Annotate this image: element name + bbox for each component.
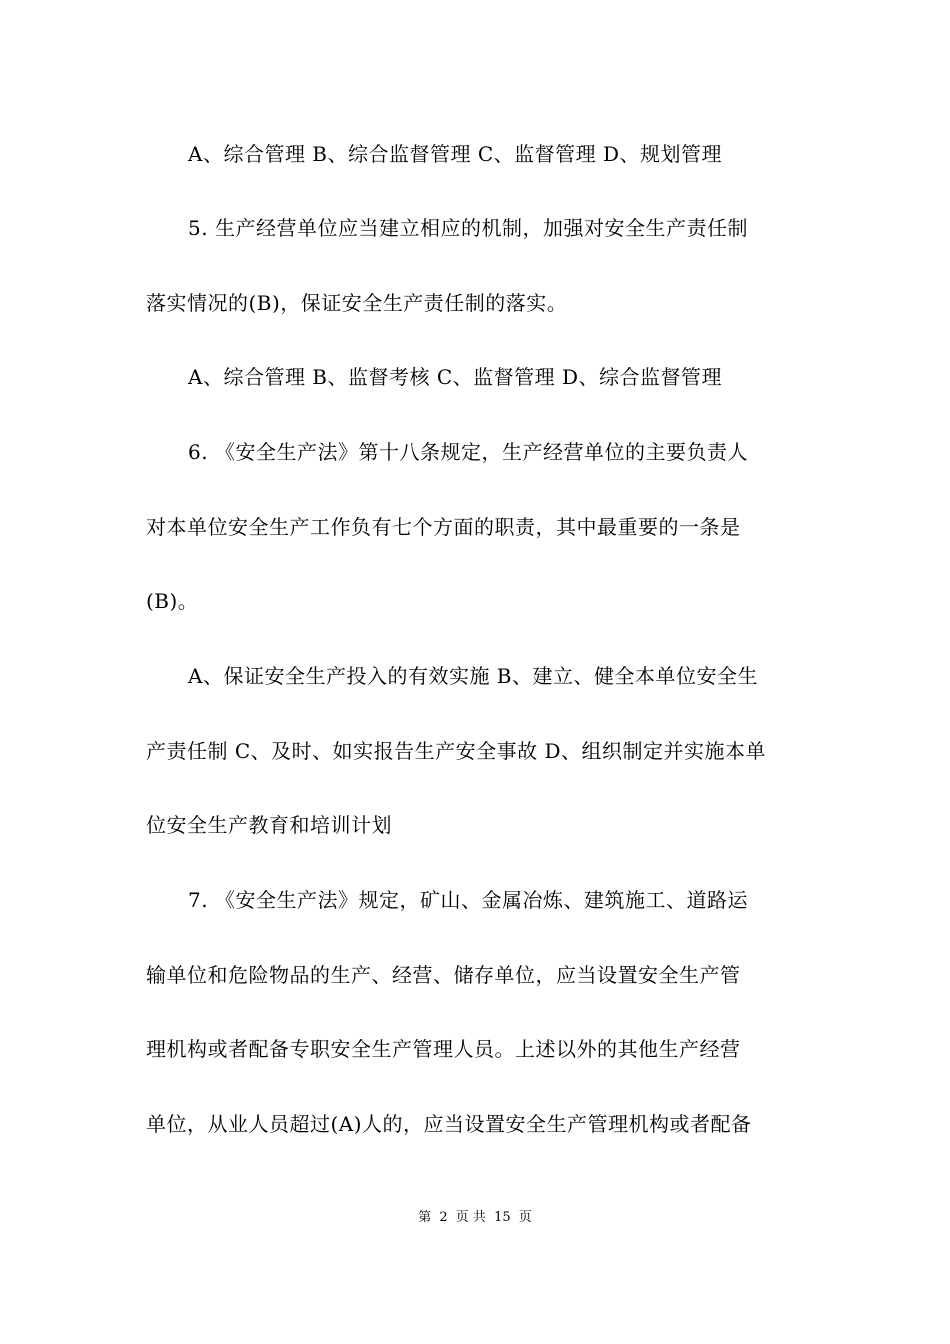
text-line-question-5-cont: 落实情况的(B)，保证安全生产责任制的落实。 xyxy=(146,291,568,315)
text-line-question-7-cont-1: 输单位和危险物品的生产、经营、储存单位，应当设置安全生产管 xyxy=(146,963,741,987)
footer-prefix: 第 xyxy=(418,1210,432,1225)
text-line-options-q6-2: 产责任制 C、及时、如实报告生产安全事故 D、组织制定并实施本单 xyxy=(146,739,767,763)
text-line-question-7-cont-3: 单位，从业人员超过(A)人的，应当设置安全生产管理机构或者配备 xyxy=(146,1112,752,1136)
text-line-options-q6-1: A、保证安全生产投入的有效实施 B、建立、健全本单位安全生 xyxy=(188,664,758,688)
text-line-question-6-cont-2: (B)。 xyxy=(146,589,199,613)
text-line-options-q5: A、综合管理 B、监督考核 C、监督管理 D、综合监督管理 xyxy=(188,365,723,389)
text-line-question-7: 7. 《安全生产法》规定，矿山、金属冶炼、建筑施工、道路运 xyxy=(188,888,748,912)
text-line-options-q6-3: 位安全生产教育和培训计划 xyxy=(146,813,392,837)
footer-page-number: 2 xyxy=(439,1210,448,1225)
text-line-question-6: 6. 《安全生产法》第十八条规定，生产经营单位的主要负责人 xyxy=(188,440,748,464)
footer-total-pages: 15 xyxy=(494,1210,511,1225)
footer-middle: 页 共 xyxy=(455,1210,486,1225)
text-line-question-7-cont-2: 理机构或者配备专职安全生产管理人员。上述以外的其他生产经营 xyxy=(146,1037,741,1061)
footer-suffix: 页 xyxy=(518,1210,532,1225)
text-line-question-5: 5. 生产经营单位应当建立相应的机制，加强对安全生产责任制 xyxy=(188,216,748,240)
text-line-options-q4: A、综合管理 B、综合监督管理 C、监督管理 D、规划管理 xyxy=(188,142,723,166)
text-line-question-6-cont-1: 对本单位安全生产工作负有七个方面的职责，其中最重要的一条是 xyxy=(146,515,741,539)
page-footer xyxy=(0,1208,950,1228)
